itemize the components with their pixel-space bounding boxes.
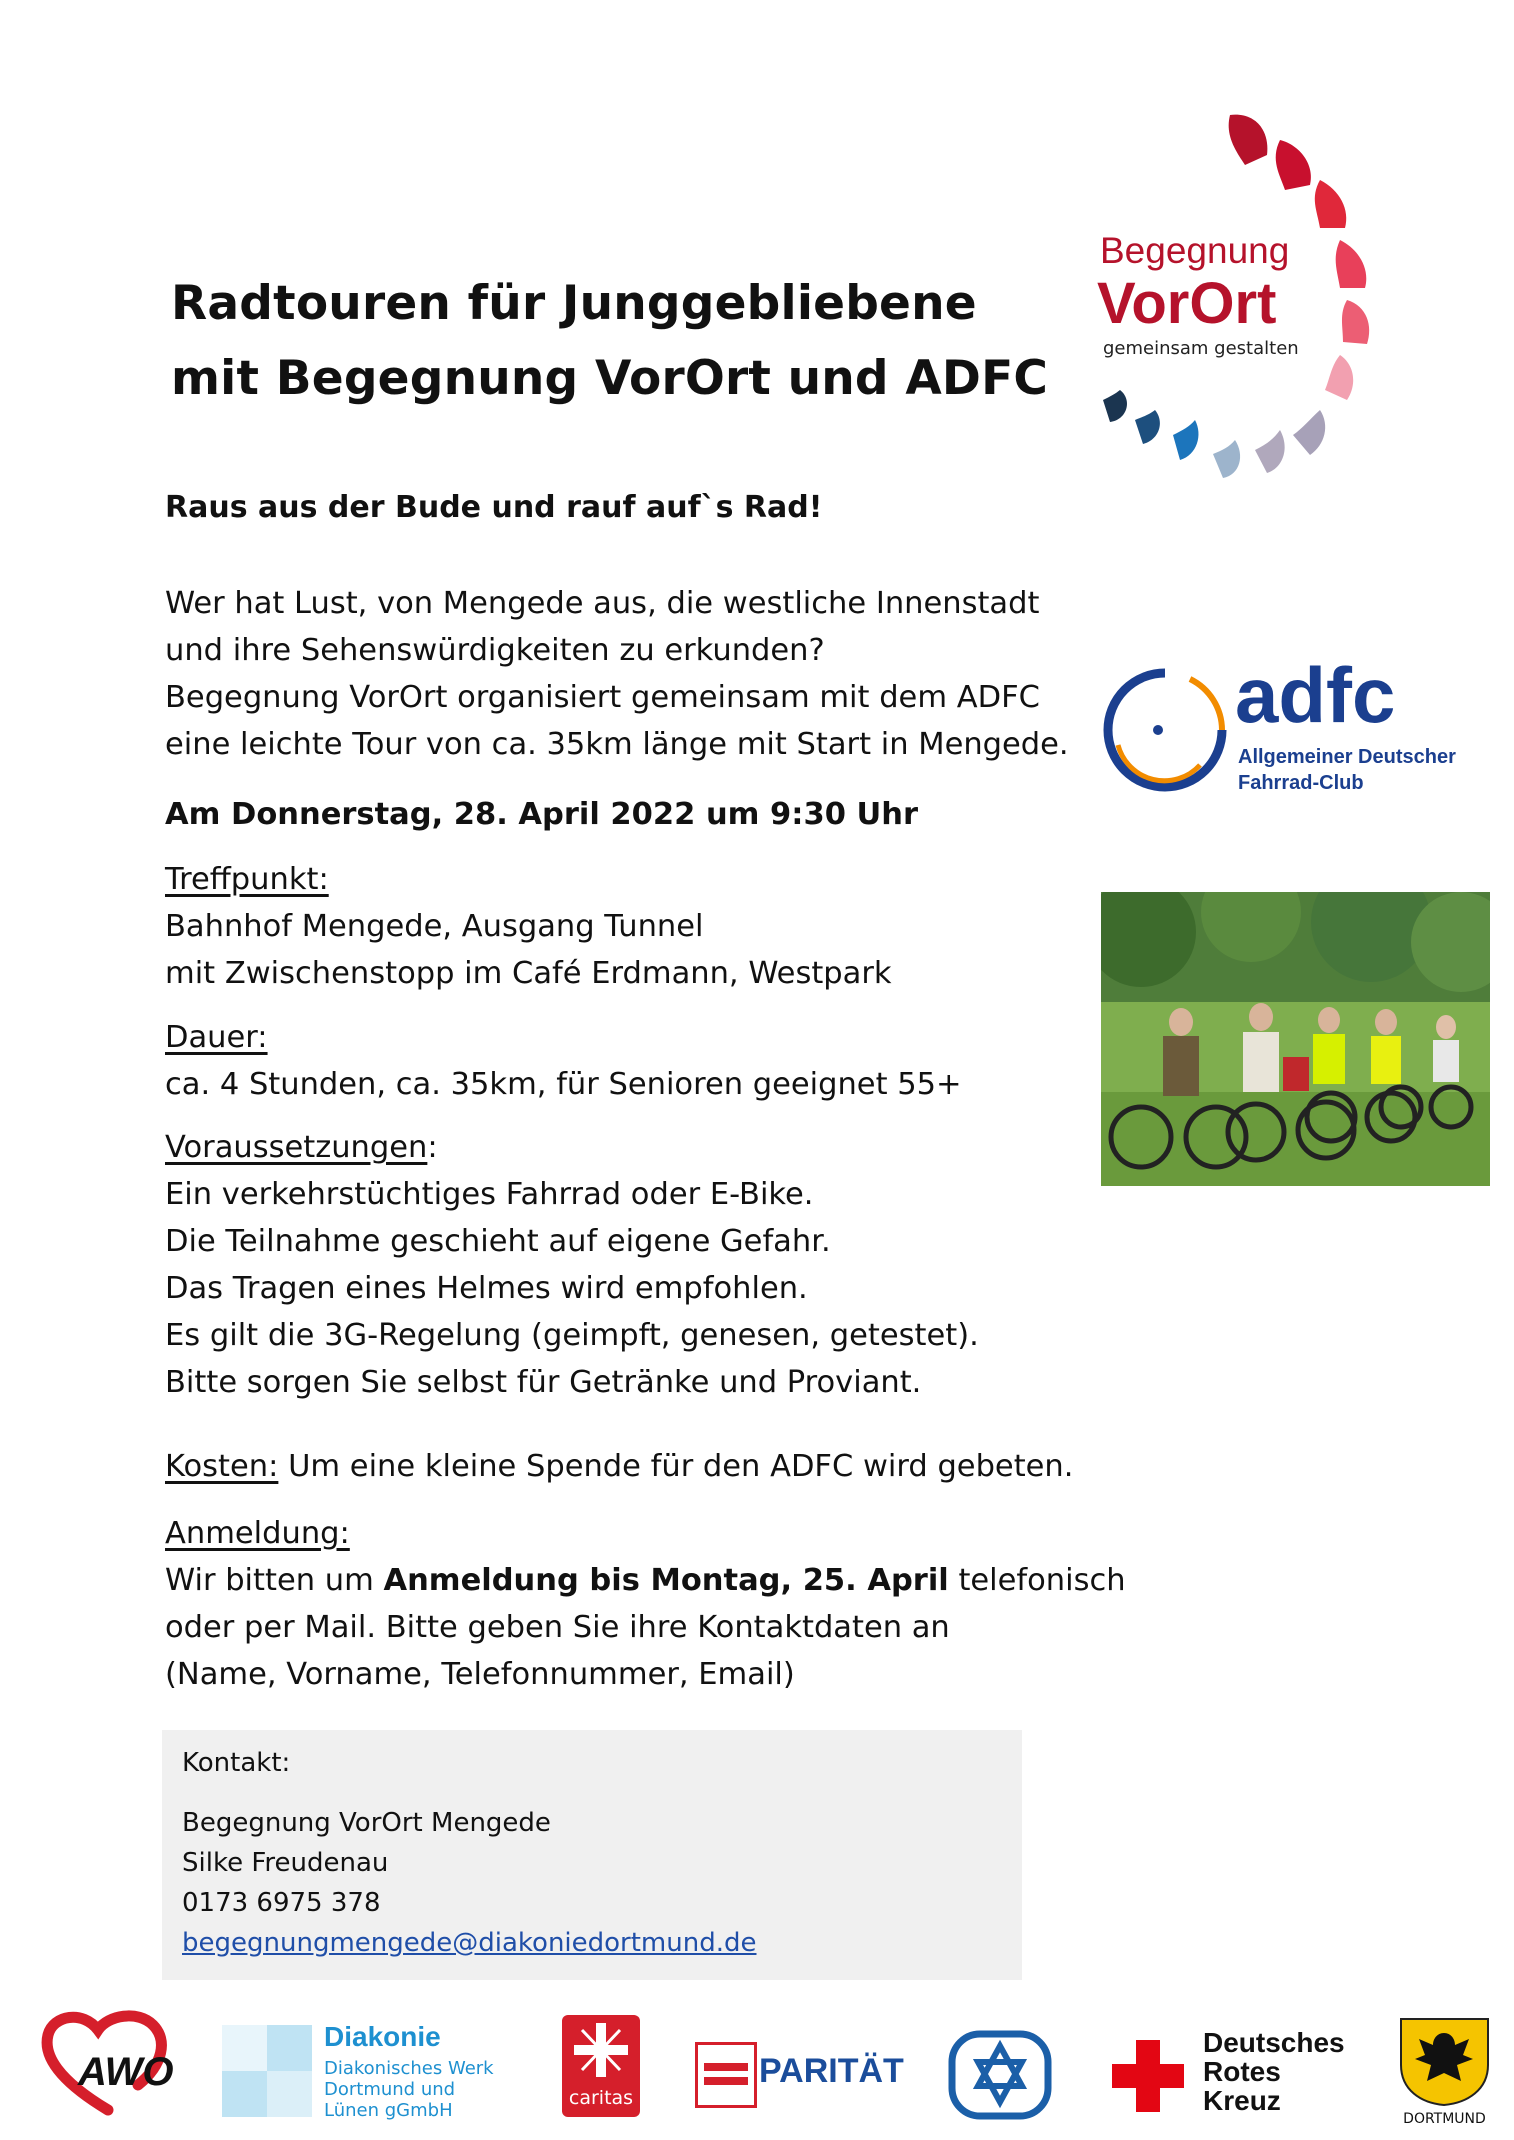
caritas-text: caritas (568, 2087, 634, 2109)
treffpunkt-line: mit Zwischenstopp im Café Erdmann, Westpark (165, 956, 892, 991)
diakonie-line: Lünen gGmbH (324, 2100, 453, 2121)
cyclists-photo (1101, 892, 1490, 1186)
intro-paragraph (165, 580, 1069, 768)
kontakt-label: Kontakt: (182, 1748, 291, 1778)
anmeldung-deadline: Anmeldung bis Montag, 25. April (383, 1563, 949, 1598)
diakonie-name: Diakonie (324, 2021, 441, 2052)
logo-vorort-text: VorOrt (1097, 271, 1277, 336)
kontakt-phone: 0173 6975 378 (182, 1888, 381, 1918)
caritas-cross-icon (562, 2015, 640, 2085)
adfc-wordmark: adfc (1235, 651, 1396, 739)
treffpunkt-section (165, 856, 892, 997)
paritaet-logo (695, 2042, 904, 2112)
voraussetzungen-heading: Voraussetzungen (165, 1130, 428, 1165)
voraussetzungen-heading-row (165, 1124, 979, 1171)
drk-logo (1108, 2027, 1358, 2121)
awo-logo (38, 2010, 188, 2120)
diakonie-line: Diakonisches Werk (324, 2058, 494, 2079)
red-cross-icon (1108, 2036, 1188, 2116)
page-title (171, 266, 1048, 416)
title-line-2: mit Begegnung VorOrt und ADFC (171, 351, 1049, 406)
voraussetzungen-line: Bitte sorgen Sie selbst für Getränke und Proviant. (165, 1365, 922, 1400)
begegnung-vorort-logo (1085, 110, 1395, 480)
caritas-logo (562, 2015, 640, 2117)
drk-line: Kreuz (1203, 2085, 1281, 2116)
anmeldung-heading: Anmeldung: (165, 1516, 350, 1551)
anmeldung-line-1 (165, 1557, 1126, 1604)
diakonie-tiles-icon (222, 2025, 312, 2117)
star-of-david-icon (948, 2030, 1052, 2120)
tagline: Raus aus der Bude und rauf auf`s Rad! (165, 490, 823, 525)
eagle-shield-icon (1397, 2015, 1492, 2107)
adfc-subtitle-1: Allgemeiner Deutscher (1238, 746, 1456, 768)
awo-text: AWO (78, 2050, 174, 2094)
voraussetzungen-line: Es gilt die 3G-Regelung (geimpft, genesen, getestet). (165, 1318, 979, 1353)
adfc-wheel-icon (1100, 665, 1230, 795)
kosten-section (165, 1443, 1073, 1490)
voraussetzungen-line: Die Teilnahme geschieht auf eigene Gefahr. (165, 1224, 831, 1259)
paritaet-text: PARITÄT (759, 2052, 904, 2090)
intro-line: Begegnung VorOrt organisiert gemeinsam mit dem ADFC (165, 680, 1040, 715)
anmeldung-line-3: (Name, Vorname, Telefonnummer, Email) (165, 1657, 795, 1692)
dortmund-text: DORTMUND (1403, 2111, 1486, 2127)
drk-text (1203, 2028, 1345, 2115)
kontakt-name: Silke Freudenau (182, 1848, 389, 1878)
cyclists-photo-illustration (1101, 892, 1490, 1186)
dauer-heading: Dauer: (165, 1020, 268, 1055)
diakonie-line: Dortmund und (324, 2079, 456, 2100)
voraussetzungen-colon: : (427, 1130, 438, 1165)
dortmund-logo (1397, 2015, 1492, 2130)
event-date: Am Donnerstag, 28. April 2022 um 9:30 Uhr (165, 797, 919, 832)
treffpunkt-line: Bahnhof Mengede, Ausgang Tunnel (165, 909, 704, 944)
dauer-text: ca. 4 Stunden, ca. 35km, für Senioren geeignet 55+ (165, 1067, 962, 1102)
jewish-community-logo (948, 2030, 1052, 2120)
logo-tagline-text: gemeinsam gestalten (1103, 338, 1299, 359)
adfc-subtitle-2: Fahrrad-Club (1238, 772, 1364, 794)
kosten-heading: Kosten: (165, 1449, 279, 1484)
logo-begegnung-text: Begegnung (1100, 230, 1290, 271)
intro-line: und ihre Sehenswürdigkeiten zu erkunden? (165, 633, 825, 668)
anmeldung-section (165, 1510, 1126, 1698)
title-line-1: Radtouren für Junggebliebene (171, 276, 977, 331)
kosten-text: Um eine kleine Spende für den ADFC wird gebeten. (278, 1449, 1074, 1484)
intro-line: Wer hat Lust, von Mengede aus, die westliche Innenstadt (165, 586, 1040, 621)
adfc-logo (1100, 651, 1480, 810)
kontakt-box (162, 1730, 1022, 1980)
voraussetzungen-line: Ein verkehrstüchtiges Fahrrad oder E-Bike. (165, 1177, 814, 1212)
kontakt-email-link[interactable]: begegnungmengede@diakoniedortmund.de (182, 1928, 757, 1958)
diakonie-logo (222, 2021, 502, 2121)
voraussetzungen-section (165, 1124, 979, 1406)
intro-line: eine leichte Tour von ca. 35km länge mit Start in Mengede. (165, 727, 1069, 762)
kontakt-org: Begegnung VorOrt Mengede (182, 1808, 551, 1838)
treffpunkt-heading: Treffpunkt: (165, 862, 329, 897)
anmeldung-line-2: oder per Mail. Bitte geben Sie ihre Kontaktdaten an (165, 1610, 950, 1645)
voraussetzungen-line: Das Tragen eines Helmes wird empfohlen. (165, 1271, 808, 1306)
paritaet-box-icon (695, 2042, 757, 2108)
diakonie-subtext (324, 2058, 494, 2121)
drk-line: Deutsches (1203, 2027, 1345, 2058)
drk-line: Rotes (1203, 2056, 1281, 2087)
dauer-section (165, 1014, 962, 1108)
anmeldung-post: telefonisch (948, 1563, 1126, 1598)
anmeldung-pre: Wir bitten um (165, 1563, 384, 1598)
